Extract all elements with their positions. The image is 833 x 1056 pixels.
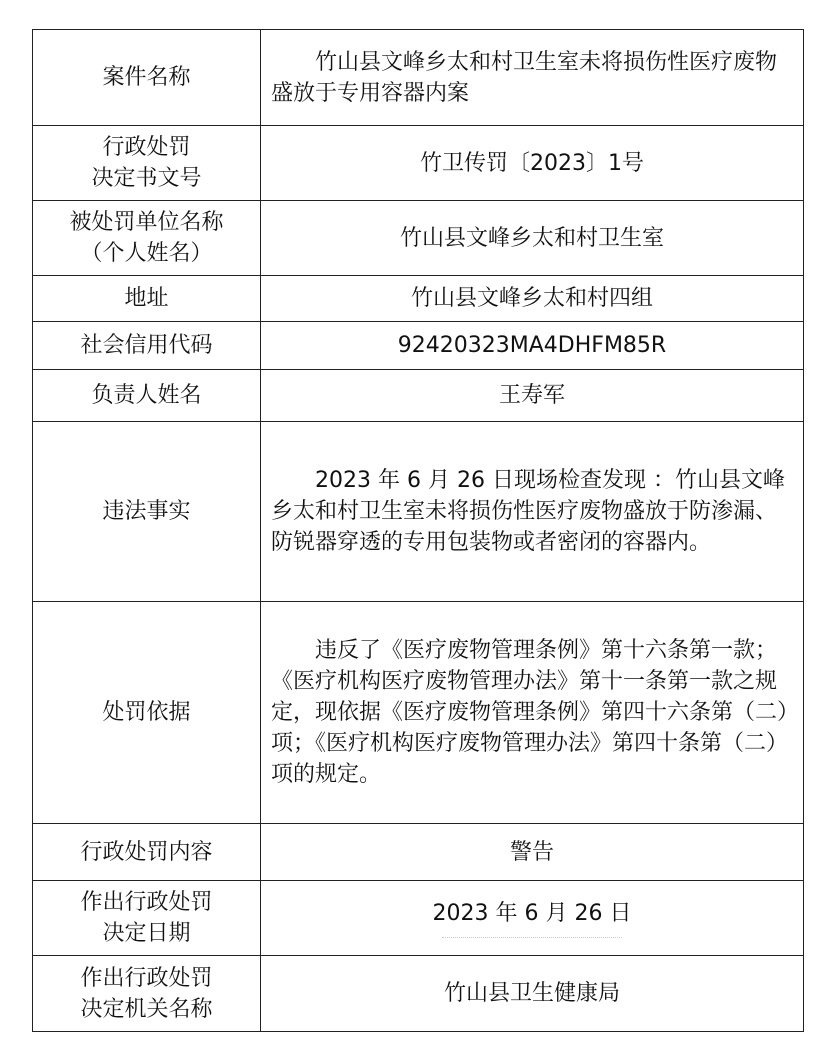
table-row [33, 126, 804, 201]
label-decision-authority: 作出行政处罚 决定机关名称 [80, 965, 213, 1022]
value-decision-date: 2023 年 6 月 26 日 [432, 901, 632, 926]
value-address: 竹山县文峰乡太和村四组 [261, 276, 804, 322]
value-decision-number: 竹卫传罚〔2023〕1号 [261, 126, 804, 201]
label-credit-code: 社会信用代码 [33, 322, 261, 370]
label-address: 地址 [33, 276, 261, 322]
value-penalized-entity: 竹山县文峰乡太和村卫生室 [261, 201, 804, 276]
label-decision-number: 行政处罚 决定书文号 [91, 135, 202, 191]
label-penalized-entity: 被处罚单位名称 （个人姓名） [69, 210, 224, 266]
value-responsible-person: 王寿军 [261, 370, 804, 422]
value-penalty-basis: 违反了《医疗废物管理条例》第十六条第一款；《医疗机构医疗废物管理办法》第十一条第一款之规定，现依据《医疗废物管理条例》第四十六条第（二）项；《医疗机构医疗废物管理办法》第四十条第（二）项的规定。 [271, 638, 789, 787]
table-row [33, 322, 804, 370]
penalty-info-table [32, 29, 804, 1032]
label-responsible-person: 负责人姓名 [33, 370, 261, 422]
table-row [33, 370, 804, 422]
table-row [33, 602, 804, 824]
table-row [33, 956, 804, 1032]
label-violation-facts: 违法事实 [33, 422, 261, 602]
table-row [33, 276, 804, 322]
value-decision-authority: 竹山县卫生健康局 [261, 956, 804, 1032]
table-row [33, 422, 804, 602]
value-case-name: 竹山县文峰乡太和村卫生室未将损伤性医疗废物盛放于专用容器内案 [271, 49, 778, 106]
label-decision-date: 作出行政处罚 决定日期 [80, 890, 213, 946]
value-credit-code: 92420323MA4DHFM85R [261, 322, 804, 370]
table-row [33, 30, 804, 126]
table-row [33, 881, 804, 956]
faint-underline [442, 931, 622, 938]
value-penalty-content: 警告 [261, 824, 804, 881]
label-penalty-content: 行政处罚内容 [33, 824, 261, 881]
table-row [33, 201, 804, 276]
label-penalty-basis: 处罚依据 [33, 602, 261, 824]
value-violation-facts: 2023 年 6 月 26 日现场检查发现 ：竹山县文峰乡太和村卫生室未将损伤性医疗废物盛放于防渗漏、防锐器穿透的专用包装物或者密闭的容器内。 [271, 468, 785, 555]
table-row [33, 824, 804, 881]
label-case-name: 案件名称 [33, 30, 261, 126]
